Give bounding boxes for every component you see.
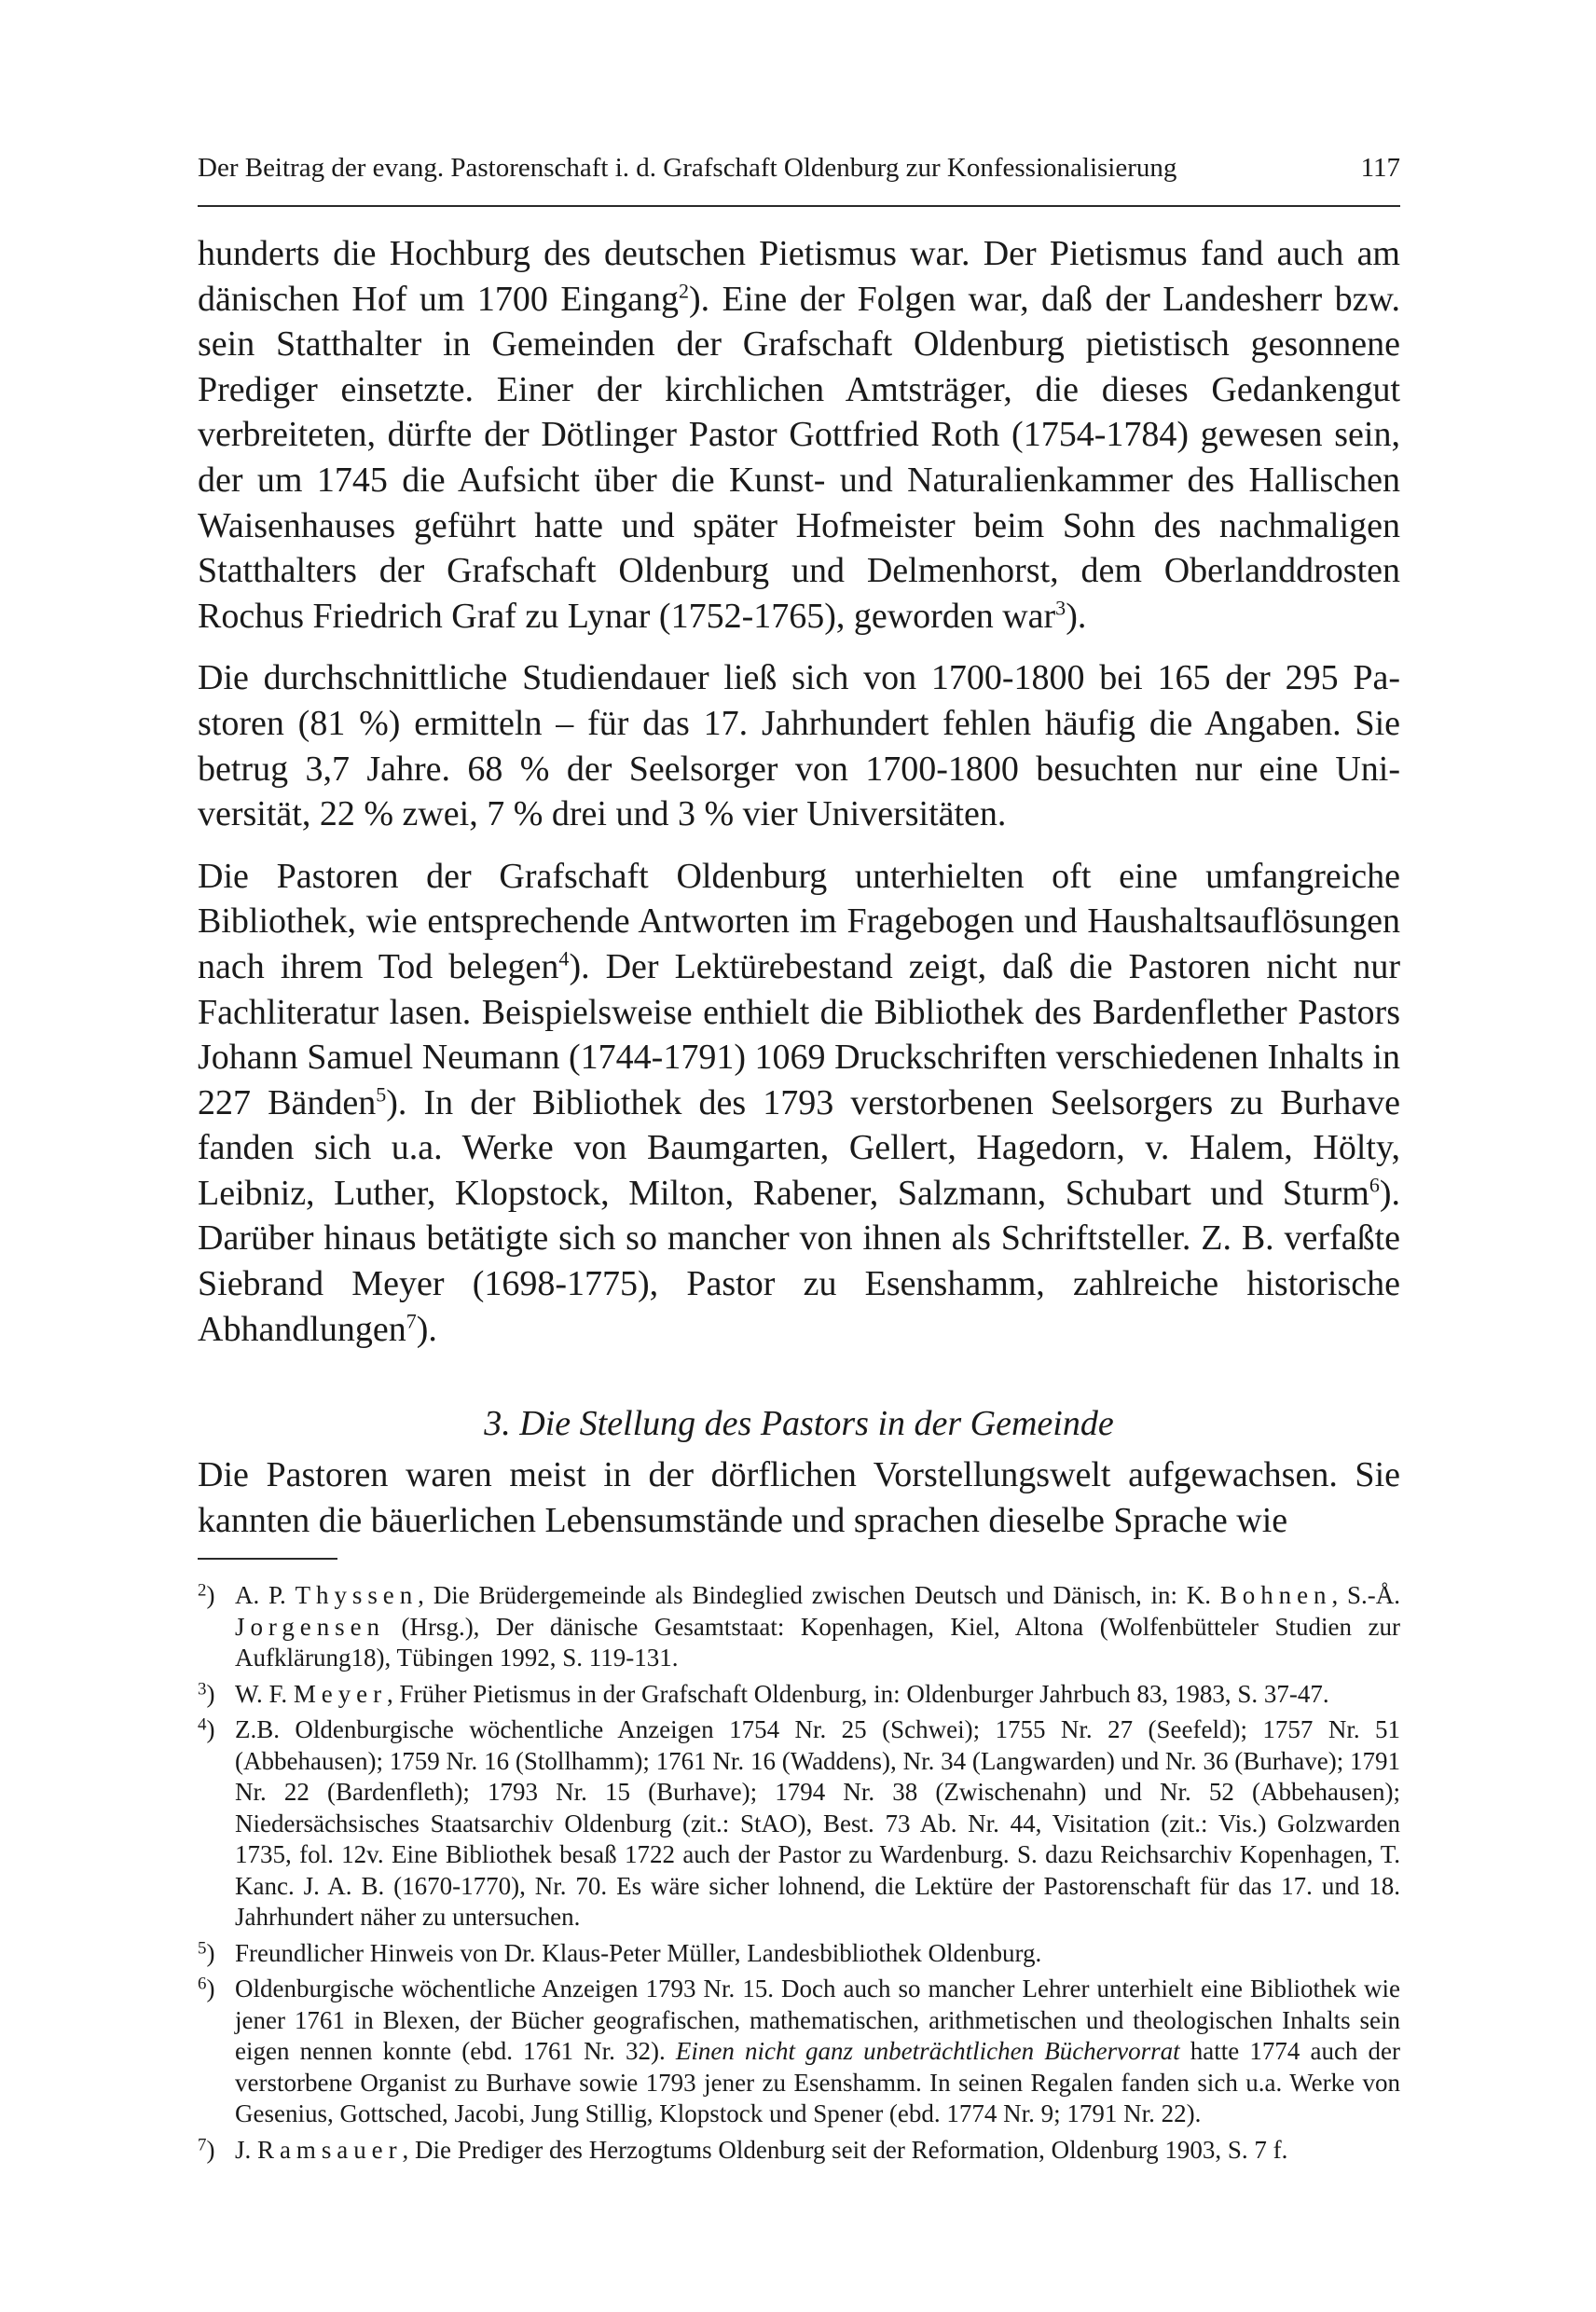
footnote-text: J. Ramsauer, Die Prediger des Herzogtums Oldenburg seit der Reformation, Oldenburg 1903, S. 7 f. <box>235 2135 1288 2164</box>
footnote-mark: $^6$) <box>198 1974 215 2003</box>
footnote-mark: $^5$) <box>198 1938 215 1967</box>
body-text <box>198 231 1400 1352</box>
text-run: ). Darüber hinaus betätigte sich so mancher von ihnen als Schriftsteller. Z. B. verfaßte Siebrand Meyer (1698-1775), Pastor zu Esenshamm, zahlreiche historische Abhandlungen <box>198 1173 1400 1349</box>
text-run: hunderts die Hochburg des deutschen Pietismus war. Der Pietismus fand auch am dänischen Hof um 1700 Eingang <box>198 234 1400 319</box>
footnote-text: A. P. Thyssen, Die Brüdergemeinde als Bindeglied zwischen Deutsch und Dänisch, in: K. Bohnen, S.-Å. Jorgensen (Hrsg.), Der dänische Gesamtstaat: Kopenhagen, Kiel, Altona (Wolfenbütteler Studien zur Aufklärung18), Tübingen 1992, S. 119-131. <box>235 1581 1401 1672</box>
running-title: Der Beitrag der evang. Pastorenschaft i. d. Grafschaft Oldenburg zur Konfessionalisierung <box>198 153 1177 183</box>
footnote-ref-3[interactable]: 3 <box>1055 596 1066 620</box>
footnote-mark: $^2$) <box>198 1580 215 1610</box>
text-run: Die Pastoren der Grafschaft Oldenburg unterhielten oft eine umfangreiche Bibliothek, wie entsprechende Antworten im Fragebogen und Haushaltsauflösungen nach ihrem Tod belegen <box>198 856 1400 986</box>
text-run: ). In der Bibliothek des 1793 verstorbenen Seelsorgers zu Burhave fanden sich u.a. Werke von Baumgarten, Gellert, Hagedorn, v. Halem, Hölty, Leibniz, Luther, Klopstock, Milton, Rabener, Salzmann, Schubart und Sturm <box>198 1082 1401 1213</box>
text-run: ). Der Lektürebestand zeigt, daß die Pastoren nicht nur Fachliteratur lasen. Beispielsweise enthielt die Bibliothek des Bardenflether Pastors Johann Samuel Neumann (1744-1791) 1069 Druckschriften verschiedenen Inhalts in 227 Bänden <box>198 946 1400 1122</box>
running-head <box>198 149 1400 207</box>
text-run: ). Eine der Folgen war, daß der Landesherr bzw. sein Statthalter in Gemeinden der Grafschaft Oldenburg pietistisch gesonnene Prediger einsetzte. Einer der kirchlichen Amtsträger, die dieses Gedankengut verbreiteten, dürfte der Dötlinger Pastor Gottfried Roth (1754-1784) gewesen sein, der um 1745 die Aufsicht über die Kunst- und Naturalienkammer des Hallischen Waisenhauses geführt hatte und später Hofmeister beim Sohn des nachmaligen Statthalters der Grafschaft Oldenburg und Delmenhorst, dem Oberlanddrosten Rochus Friedrich Graf zu Lynar (1752-1765), geworden war <box>198 279 1400 636</box>
footnote-text: Freundlicher Hinweis von Dr. Klaus-Peter Müller, Landesbibliothek Oldenburg. <box>235 1938 1042 1967</box>
footnote-text: Z.B. Oldenburgische wöchentliche Anzeigen 1754 Nr. 25 (Schwei); 1755 Nr. 27 (Seefeld); 1757 Nr. 51 (Abbehausen); 1759 Nr. 16 (Stollhamm); 1761 Nr. 16 (Waddens), Nr. 34 (Langwarden) und Nr. 36 (Burhave); 1791 Nr. 22 (Bardenfleth); 1793 Nr. 15 (Burhave); 1794 Nr. 38 (Zwischenahn) und Nr. 52 (Abbehausen); Niedersächsisches Staatsarchiv Oldenburg (zit.: StAO), Best. 73 Ab. Nr. 44, Visitation (zit.: Vis.) Golzwarden 1735, fol. 12v. Eine Bibliothek besaß 1722 auch der Pastor zu Wardenburg. S. dazu Reichsarchiv Kopenhagen, T. Kanc. J. A. B. (1670-1770), Nr. 70. Es wäre sicher lohnend, die Lektüre der Pastorenschaft für das 17. und 18. Jahrhundert näher zu untersuchen. <box>235 1715 1400 1932</box>
footnote-text: Oldenburgische wöchentliche Anzeigen 1793 Nr. 15. Doch auch so mancher Lehrer unterhielt eine Bibliothek wie jener 1761 in Blexen, der Bücher geografischen, mathematischen, arithmetischen und theologischen Inhalts sein eigen nennen konnte (ebd. 1761 Nr. 32). Einen nicht ganz unbeträchtlichen Büchervorrat hatte 1774 auch der verstorbene Organist zu Burhave sowie 1793 jener zu Esenshamm. In seinen Regalen fanden sich u.a. Werke von Gesenius, Gottsched, Jacobi, Jung Stillig, Klopstock und Spener (ebd. 1774 Nr. 9; 1791 Nr. 22). <box>235 1975 1401 2128</box>
section-body <box>198 1452 1400 1543</box>
footnotes <box>198 1580 1400 2166</box>
document-page <box>198 149 1400 2170</box>
footnote-2 <box>198 1580 1400 1674</box>
page-number: 117 <box>1360 153 1400 183</box>
text-run: ). <box>416 1309 437 1349</box>
footnote-6 <box>198 1974 1400 2130</box>
paragraph <box>198 854 1400 1353</box>
footnote-mark: $^7$) <box>198 2135 215 2164</box>
footnote-divider <box>198 1558 337 1560</box>
footnote-ref-7[interactable]: 7 <box>406 1309 417 1332</box>
footnote-ref-4[interactable]: 4 <box>558 946 570 970</box>
paragraph: Die Pastoren waren meist in der dörflichen Vorstellungswelt aufgewachsen. Sie kannten die bäuerlichen Lebensumstände und sprachen dieselbe Sprache wie <box>198 1455 1400 1540</box>
footnote-5 <box>198 1938 1400 1970</box>
footnote-3 <box>198 1679 1400 1711</box>
footnote-7 <box>198 2135 1400 2167</box>
footnote-mark: $^3$) <box>198 1679 215 1708</box>
paragraph <box>198 231 1400 639</box>
footnote-ref-2[interactable]: 2 <box>679 278 690 302</box>
text-run: ). <box>1066 596 1087 636</box>
footnote-mark: $^4$) <box>198 1714 215 1744</box>
footnote-ref-5[interactable]: 5 <box>376 1082 387 1107</box>
footnote-ref-6[interactable]: 6 <box>1369 1173 1380 1197</box>
section-heading: 3. Die Stellung des Pastors in der Gemeinde <box>484 1404 1114 1444</box>
footnote-text: W. F. Meyer, Früher Pietismus in der Grafschaft Oldenburg, in: Oldenburger Jahrbuch 83, 1983, S. 37-47. <box>235 1679 1329 1708</box>
footnote-4 <box>198 1714 1400 1934</box>
paragraph: Die durchschnittliche Studiendauer ließ sich von 1700-1800 bei 165 der 295 Pastoren (81 %) ermitteln – für das 17. Jahrhundert fehlen häufig die Angaben. Sie betrug 3,7 Jahre. 68 % der Seelsorger von 1700-1800 besuchten nur eine Universität, 22 % zwei, 7 % drei und 3 % vier Universitäten. <box>198 658 1400 834</box>
